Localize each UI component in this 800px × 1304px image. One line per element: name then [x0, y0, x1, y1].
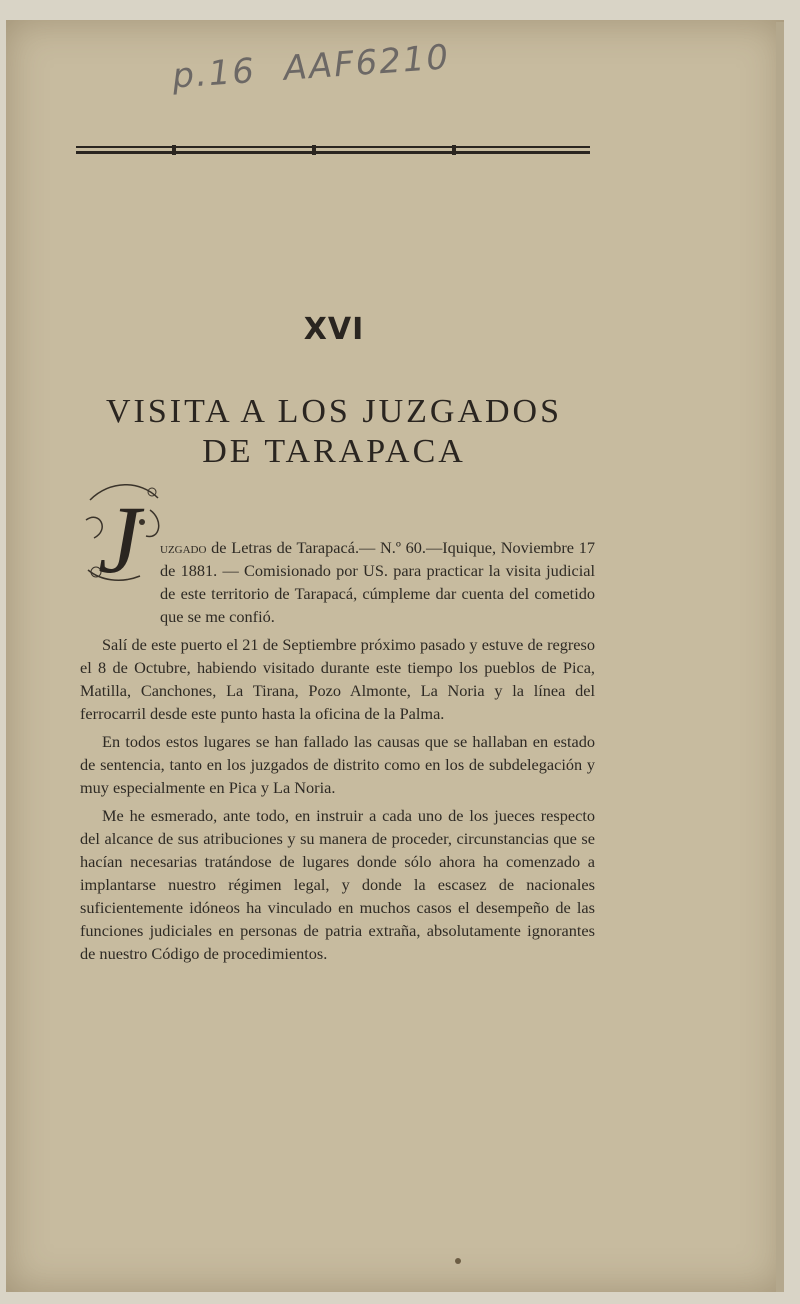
- paragraph-1-text: de Letras de Tarapacá.— N.º 60.—Iquique, Noviembre 17 de 1881. — Comisionado por US. para practicar la visita judicial de este territorio de Tarapacá, cúmpleme dar cuenta del cometido que se me confió.: [160, 538, 595, 626]
- ornamental-rule: [76, 144, 590, 156]
- pencil-annotation-left: p.16: [170, 50, 258, 97]
- chapter-number: XVI: [303, 312, 365, 347]
- paragraph-1-head: uzgado: [160, 538, 207, 557]
- paragraph-3: En todos estos lugares se han fallado las causas que se hallaban en estado de sentencia, tanto en los juzgados de distrito como en los de subdelegación y muy especialmente en Pica y La Noria.: [80, 732, 595, 797]
- title-line-2: DE TARAPACA: [202, 433, 466, 470]
- body-text: [80, 536, 595, 970]
- page-title: [60, 392, 608, 472]
- paragraph-2: Salí de este puerto el 21 de Septiembre próximo pasado y estuve de regreso el 8 de Octubre, habiendo visitado durante este tiempo los pueblos de Pica, Matilla, Canchones, La Tirana, Pozo Almonte, La Noria y la línea del ferrocarril desde este punto hasta la oficina de la Palma.: [80, 635, 595, 723]
- pencil-annotation-right: AAF6210: [282, 37, 452, 89]
- paragraph-4: Me he esmerado, ante todo, en instruir a cada uno de los jueces respecto del alcance de sus atribuciones y su manera de proceder, circunstancias que se hacían necesarias tratándose de lugares donde sólo ahora ha comenzado a implantarse nuestro régimen legal, y donde la escasez de nacionales suficientemente idóneos ha vinculado en muchos casos el desempeño de las funciones judiciales en personas de patria extraña, absolutamente ignorantes de nuestro Código de procedimientos.: [80, 806, 595, 963]
- page-edge: [776, 22, 784, 1292]
- title-line-1: VISITA A LOS JUZGADOS: [105, 393, 563, 430]
- paragraph-1: [80, 536, 595, 628]
- initial-letter: J: [98, 486, 141, 593]
- page-mark: [455, 1258, 461, 1264]
